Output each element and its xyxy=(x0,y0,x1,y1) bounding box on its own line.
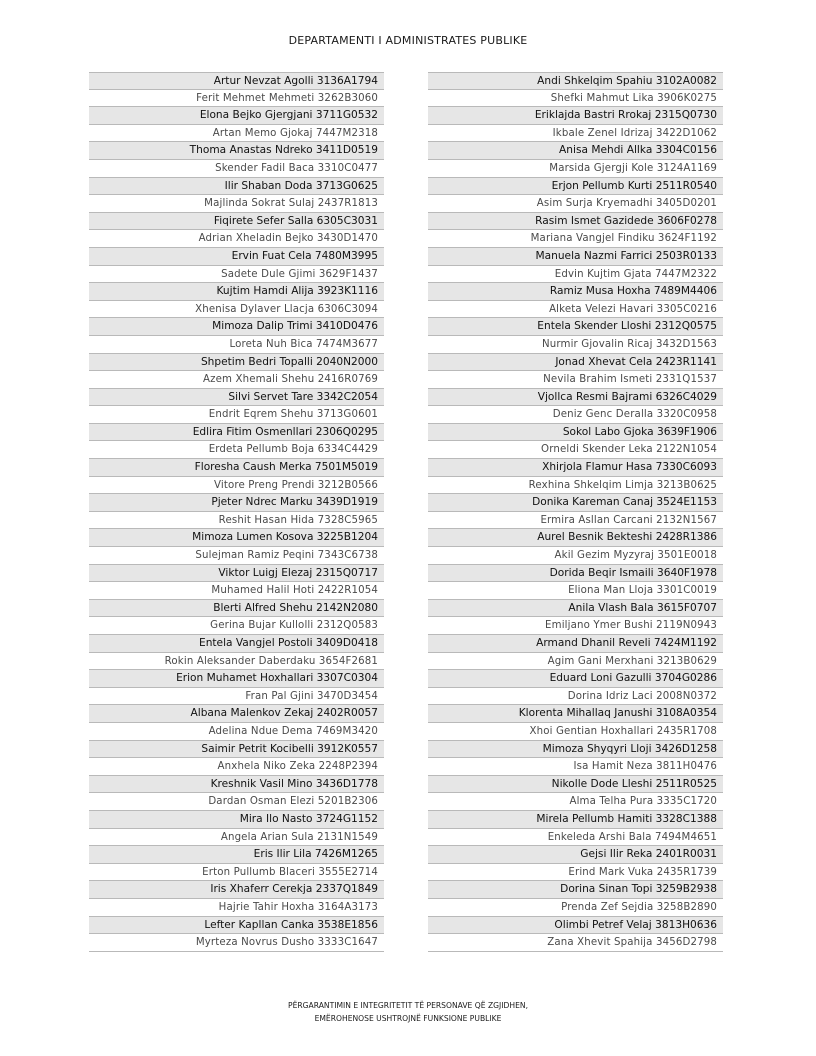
list-item: Skender Fadil Baca 3310C0477 xyxy=(89,160,384,178)
list-item: Aurel Besnik Bekteshi 2428R1386 xyxy=(428,529,723,547)
list-item: Mirela Pellumb Hamiti 3328C1388 xyxy=(428,811,723,829)
list-item: Viktor Luigj Elezaj 2315Q0717 xyxy=(89,565,384,583)
list-item: Reshit Hasan Hida 7328C5965 xyxy=(89,512,384,530)
list-item: Isa Hamit Neza 3811H0476 xyxy=(428,758,723,776)
list-item: Mimoza Lumen Kosova 3225B1204 xyxy=(89,529,384,547)
list-item: Vitore Preng Prendi 3212B0566 xyxy=(89,477,384,495)
list-item: Lefter Kapllan Canka 3538E1856 xyxy=(89,917,384,935)
list-item: Shefki Mahmut Lika 3906K0275 xyxy=(428,90,723,108)
list-item: Blerti Alfred Shehu 2142N2080 xyxy=(89,600,384,618)
list-item: Eliona Man Lloja 3301C0019 xyxy=(428,582,723,600)
list-item: Akil Gezim Myzyraj 3501E0018 xyxy=(428,547,723,565)
list-item: Mimoza Shyqyri Lloji 3426D1258 xyxy=(428,741,723,759)
list-item: Ikbale Zenel Idrizaj 3422D1062 xyxy=(428,125,723,143)
list-item: Saimir Petrit Kocibelli 3912K0557 xyxy=(89,741,384,759)
list-item: Enkeleda Arshi Bala 7494M4651 xyxy=(428,829,723,847)
list-item: Erind Mark Vuka 2435R1739 xyxy=(428,864,723,882)
list-item: Nurmir Gjovalin Ricaj 3432D1563 xyxy=(428,336,723,354)
list-item: Azem Xhemali Shehu 2416R0769 xyxy=(89,371,384,389)
list-item: Nikolle Dode Lleshi 2511R0525 xyxy=(428,776,723,794)
list-item: Hajrie Tahir Hoxha 3164A3173 xyxy=(89,899,384,917)
list-item: Ilir Shaban Doda 3713G0625 xyxy=(89,178,384,196)
list-item: Gejsi Ilir Reka 2401R0031 xyxy=(428,846,723,864)
list-item: Kujtim Hamdi Alija 3923K1116 xyxy=(89,283,384,301)
list-item: Xhoi Gentian Hoxhallari 2435R1708 xyxy=(428,723,723,741)
list-item: Armand Dhanil Reveli 7424M1192 xyxy=(428,635,723,653)
list-item: Adelina Ndue Dema 7469M3420 xyxy=(89,723,384,741)
list-item: Donika Kareman Canaj 3524E1153 xyxy=(428,494,723,512)
list-item: Eris Ilir Lila 7426M1265 xyxy=(89,846,384,864)
list-item: Thoma Anastas Ndreko 3411D0519 xyxy=(89,142,384,160)
list-item: Klorenta Mihallaq Janushi 3108A0354 xyxy=(428,705,723,723)
list-item: Entela Vangjel Postoli 3409D0418 xyxy=(89,635,384,653)
list-item: Nevila Brahim Ismeti 2331Q1537 xyxy=(428,371,723,389)
list-item: Shpetim Bedri Topalli 2040N2000 xyxy=(89,354,384,372)
list-item: Mira Ilo Nasto 3724G1152 xyxy=(89,811,384,829)
list-item: Eriklajda Bastri Rrokaj 2315Q0730 xyxy=(428,107,723,125)
list-item: Xhirjola Flamur Hasa 7330C6093 xyxy=(428,459,723,477)
list-item: Adrian Xheladin Bejko 3430D1470 xyxy=(89,230,384,248)
list-item: Entela Skender Lloshi 2312Q0575 xyxy=(428,318,723,336)
list-item: Anisa Mehdi Allka 3304C0156 xyxy=(428,142,723,160)
list-item: Majlinda Sokrat Sulaj 2437R1813 xyxy=(89,195,384,213)
list-item: Loreta Nuh Bica 7474M3677 xyxy=(89,336,384,354)
footer-line-2: EMËROHENOSE USHTROJNË FUNKSIONE PUBLIKE xyxy=(314,1014,502,1023)
list-item: Alma Telha Pura 3335C1720 xyxy=(428,793,723,811)
list-item: Agim Gani Merxhani 3213B0629 xyxy=(428,653,723,671)
list-item: Sokol Labo Gjoka 3639F1906 xyxy=(428,424,723,442)
list-item: Manuela Nazmi Farrici 2503R0133 xyxy=(428,248,723,266)
list-item: Deniz Genc Deralla 3320C0958 xyxy=(428,406,723,424)
list-item: Fiqirete Sefer Salla 6305C3031 xyxy=(89,213,384,231)
list-item: Asim Surja Kryemadhi 3405D0201 xyxy=(428,195,723,213)
list-item: Anila Vlash Bala 3615F0707 xyxy=(428,600,723,618)
list-item: Xhenisa Dylaver Llacja 6306C3094 xyxy=(89,301,384,319)
list-item: Dorida Beqir Ismaili 3640F1978 xyxy=(428,565,723,583)
footer xyxy=(0,999,816,1025)
list-item: Andi Shkelqim Spahiu 3102A0082 xyxy=(428,72,723,90)
list-item: Prenda Zef Sejdia 3258B2890 xyxy=(428,899,723,917)
list-item: Artan Memo Gjokaj 7447M2318 xyxy=(89,125,384,143)
footer-line-1: PËRGARANTIMIN E INTEGRITETIT TË PERSONAVE QË ZGJIDHEN, xyxy=(288,1001,528,1010)
list-item: Zana Xhevit Spahija 3456D2798 xyxy=(428,934,723,952)
list-item: Elona Bejko Gjergjani 3711G0532 xyxy=(89,107,384,125)
list-item: Edvin Kujtim Gjata 7447M2322 xyxy=(428,266,723,284)
list-item: Alketa Velezi Havari 3305C0216 xyxy=(428,301,723,319)
right-name-list xyxy=(428,72,723,952)
list-item: Iris Xhaferr Cerekja 2337Q1849 xyxy=(89,881,384,899)
list-item: Gerina Bujar Kullolli 2312Q0583 xyxy=(89,617,384,635)
list-item: Ramiz Musa Hoxha 7489M4406 xyxy=(428,283,723,301)
list-item: Dorina Idriz Laci 2008N0372 xyxy=(428,688,723,706)
list-item: Kreshnik Vasil Mino 3436D1778 xyxy=(89,776,384,794)
list-item: Ermira Asllan Carcani 2132N1567 xyxy=(428,512,723,530)
list-item: Dorina Sinan Topi 3259B2938 xyxy=(428,881,723,899)
list-item: Eduard Loni Gazulli 3704G0286 xyxy=(428,670,723,688)
list-item: Mimoza Dalip Trimi 3410D0476 xyxy=(89,318,384,336)
list-item: Jonad Xhevat Cela 2423R1141 xyxy=(428,354,723,372)
list-item: Myrteza Novrus Dusho 3333C1647 xyxy=(89,934,384,952)
page-title: DEPARTAMENTI I ADMINISTRATES PUBLIKE xyxy=(288,34,528,47)
list-item: Rasim Ismet Gazidede 3606F0278 xyxy=(428,213,723,231)
list-item: Fran Pal Gjini 3470D3454 xyxy=(89,688,384,706)
list-item: Marsida Gjergji Kole 3124A1169 xyxy=(428,160,723,178)
list-item: Olimbi Petref Velaj 3813H0636 xyxy=(428,917,723,935)
left-name-list xyxy=(89,72,384,952)
list-item: Ferit Mehmet Mehmeti 3262B3060 xyxy=(89,90,384,108)
list-item: Endrit Eqrem Shehu 3713G0601 xyxy=(89,406,384,424)
list-item: Orneldi Skender Leka 2122N1054 xyxy=(428,441,723,459)
list-item: Sadete Dule Gjimi 3629F1437 xyxy=(89,266,384,284)
list-item: Anxhela Niko Zeka 2248P2394 xyxy=(89,758,384,776)
list-item: Ervin Fuat Cela 7480M3995 xyxy=(89,248,384,266)
list-item: Muhamed Halil Hoti 2422R1054 xyxy=(89,582,384,600)
list-item: Erion Muhamet Hoxhallari 3307C0304 xyxy=(89,670,384,688)
list-item: Vjollca Resmi Bajrami 6326C4029 xyxy=(428,389,723,407)
list-item: Floresha Caush Merka 7501M5019 xyxy=(89,459,384,477)
list-item: Rexhina Shkelqim Limja 3213B0625 xyxy=(428,477,723,495)
list-item: Mariana Vangjel Findiku 3624F1192 xyxy=(428,230,723,248)
list-item: Pjeter Ndrec Marku 3439D1919 xyxy=(89,494,384,512)
list-item: Artur Nevzat Agolli 3136A1794 xyxy=(89,72,384,90)
list-item: Dardan Osman Elezi 5201B2306 xyxy=(89,793,384,811)
list-item: Sulejman Ramiz Peqini 7343C6738 xyxy=(89,547,384,565)
list-item: Erjon Pellumb Kurti 2511R0540 xyxy=(428,178,723,196)
list-item: Erton Pullumb Blaceri 3555E2714 xyxy=(89,864,384,882)
list-item: Silvi Servet Tare 3342C2054 xyxy=(89,389,384,407)
list-item: Rokin Aleksander Daberdaku 3654F2681 xyxy=(89,653,384,671)
list-item: Angela Arian Sula 2131N1549 xyxy=(89,829,384,847)
list-item: Emiljano Ymer Bushi 2119N0943 xyxy=(428,617,723,635)
list-item: Erdeta Pellumb Boja 6334C4429 xyxy=(89,441,384,459)
list-item: Albana Malenkov Zekaj 2402R0057 xyxy=(89,705,384,723)
list-item: Edlira Fitim Osmenllari 2306Q0295 xyxy=(89,424,384,442)
